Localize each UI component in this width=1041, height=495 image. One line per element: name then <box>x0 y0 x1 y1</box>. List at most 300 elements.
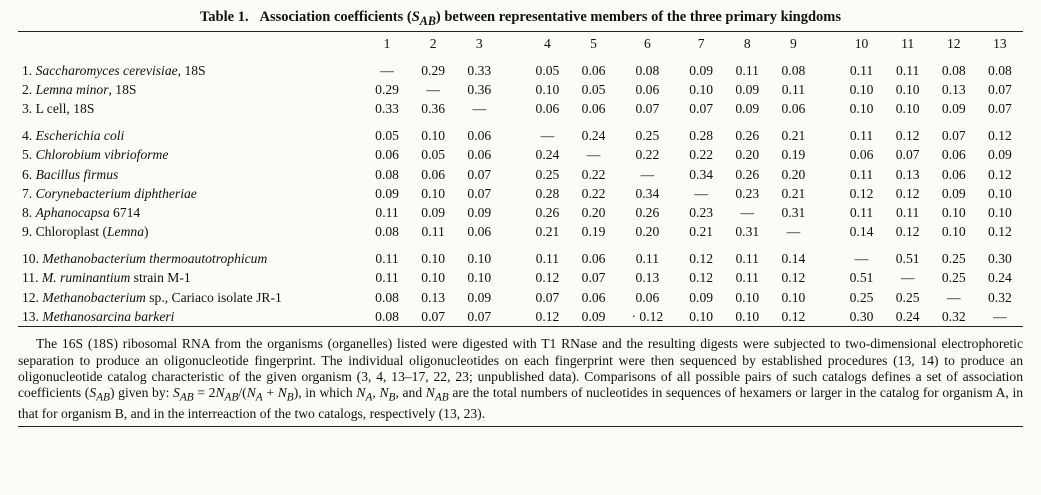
value-cell: 0.05 <box>581 81 606 97</box>
cell-spacer <box>502 165 524 184</box>
group-gap <box>18 119 1023 127</box>
row-number: 2. <box>22 81 33 97</box>
row-number: 7. <box>22 185 33 201</box>
value-cell: 0.11 <box>375 251 399 267</box>
value-cell: — <box>740 204 755 220</box>
value-cell: 0.25 <box>941 270 966 286</box>
row-number: 4. <box>22 128 33 144</box>
value-cell: 0.23 <box>735 185 760 201</box>
value-cell: 0.36 <box>421 100 446 116</box>
value-cell: · 0.12 <box>631 308 664 324</box>
value-cell: 0.08 <box>941 62 966 78</box>
footnote-bottom-rule <box>18 426 1023 427</box>
cell-spacer <box>816 146 838 165</box>
organism-cell <box>18 307 364 326</box>
footnote-sym-n1: N <box>215 385 225 401</box>
value-cell: 0.51 <box>849 270 874 286</box>
organism-name: M. ruminantium <box>41 270 131 286</box>
value-cell: 0.24 <box>895 308 920 324</box>
organism-cell <box>18 223 364 242</box>
footnote-sym-ab2: AB <box>179 391 194 404</box>
table-row <box>18 80 1023 99</box>
footnote-text-1: The 16S (18S) ribosomal RNA from the organisms (organelles) listed were digested with T1 RNase and the resulting digests were subjected to two-dimensional electrophoretic separation to produce an oligonucleotide fingerprint. The individual oligonucleotides on each fingerprint were then sequenced by established procedures (13, 14) to produce an oligonucleotide catalog characteristic of the given organism (3, 4, 13–17, 22, 23; unpublished data). Comparisons of all possible pairs of such catalogs defines a set of association coefficients ( <box>18 336 1023 401</box>
value-cell: 0.28 <box>535 185 560 201</box>
cell-spacer <box>816 307 838 326</box>
value-cell: 0.21 <box>781 185 806 201</box>
value-cell: 0.09 <box>467 289 492 305</box>
value-cell: 0.28 <box>689 128 714 144</box>
value-cell: 0.08 <box>635 62 660 78</box>
value-cell: 0.25 <box>941 251 966 267</box>
footnote-sym-n6: N <box>425 385 435 401</box>
caption-symbol-sub: AB <box>419 13 436 28</box>
footnote-sym-n4: N <box>356 385 366 401</box>
cell-spacer <box>816 127 838 146</box>
cell-spacer <box>816 99 838 118</box>
column-header: 2 <box>429 35 437 51</box>
footnote-text-8: , and <box>395 385 426 401</box>
value-cell: 0.09 <box>735 100 760 116</box>
table-row <box>18 250 1023 269</box>
column-header-row <box>18 32 1023 55</box>
row-number: 11. <box>22 270 39 286</box>
value-cell: 0.10 <box>689 308 714 324</box>
table-body <box>18 55 1023 326</box>
table-row <box>18 203 1023 222</box>
organism-cell <box>18 165 364 184</box>
value-cell: 0.12 <box>689 270 714 286</box>
value-cell: 0.11 <box>375 270 399 286</box>
header-spacer <box>502 32 524 55</box>
cell-spacer <box>502 250 524 269</box>
value-cell: 0.36 <box>467 81 492 97</box>
value-cell: 0.26 <box>735 166 760 182</box>
value-cell: 0.11 <box>735 251 759 267</box>
value-cell: 0.10 <box>849 100 874 116</box>
organism-name: Aphanocapsa <box>35 204 110 220</box>
cell-spacer <box>502 269 524 288</box>
association-table <box>18 32 1023 326</box>
value-cell: 0.05 <box>535 62 560 78</box>
value-cell: 0.12 <box>689 251 714 267</box>
value-cell: 0.07 <box>689 100 714 116</box>
value-cell: — <box>586 147 601 163</box>
value-cell: 0.22 <box>581 166 606 182</box>
value-cell: 0.21 <box>781 128 806 144</box>
organism-name: Methanobacterium <box>42 289 146 305</box>
value-cell: 0.07 <box>988 100 1012 116</box>
value-cell: 0.12 <box>781 270 806 286</box>
value-cell: 0.09 <box>941 100 966 116</box>
value-cell: 0.10 <box>735 289 760 305</box>
value-cell: 0.51 <box>895 251 920 267</box>
organism-name: Escherichia coli <box>35 128 125 144</box>
value-cell: 0.21 <box>689 224 714 240</box>
value-cell: 0.10 <box>781 289 806 305</box>
value-cell: 0.07 <box>535 289 560 305</box>
value-cell: 0.32 <box>941 308 966 324</box>
value-cell: 0.07 <box>635 100 660 116</box>
value-cell: 0.31 <box>781 204 806 220</box>
footnote-sym-n3: N <box>277 385 287 401</box>
value-cell: 0.10 <box>895 100 920 116</box>
value-cell: 0.06 <box>635 81 660 97</box>
value-cell: 0.06 <box>467 128 492 144</box>
group-gap-cell <box>18 119 1023 127</box>
value-cell: 0.30 <box>849 308 874 324</box>
footnote-text-7: , <box>372 385 380 401</box>
value-cell: 0.10 <box>735 308 760 324</box>
cell-spacer <box>816 61 838 80</box>
cell-spacer <box>816 203 838 222</box>
value-cell: 0.07 <box>988 81 1012 97</box>
value-cell: 0.10 <box>895 81 920 97</box>
table-row <box>18 165 1023 184</box>
value-cell: 0.10 <box>421 128 446 144</box>
value-cell: 0.24 <box>535 147 560 163</box>
value-cell: 0.12 <box>895 224 920 240</box>
value-cell: 0.10 <box>988 185 1012 201</box>
organism-suffix: 6714 <box>109 204 141 220</box>
value-cell: 0.33 <box>467 62 492 78</box>
column-header: 7 <box>697 35 705 51</box>
value-cell: 0.25 <box>895 289 920 305</box>
value-cell: 0.23 <box>689 204 714 220</box>
value-cell: 0.12 <box>988 128 1012 144</box>
value-cell: 0.13 <box>941 81 966 97</box>
cell-spacer <box>816 223 838 242</box>
organism-suffix: , 18S <box>177 62 206 78</box>
value-cell: — <box>786 224 801 240</box>
value-cell: 0.11 <box>849 204 874 220</box>
cell-spacer <box>816 269 838 288</box>
value-cell: 0.11 <box>849 128 874 144</box>
value-cell: 0.08 <box>375 289 399 305</box>
value-cell: — <box>540 128 555 144</box>
column-header: 6 <box>643 35 651 51</box>
cell-spacer <box>502 99 524 118</box>
value-cell: 0.06 <box>581 289 606 305</box>
organism-suffix: strain M-1 <box>130 270 191 286</box>
value-cell: 0.20 <box>781 166 806 182</box>
value-cell: 0.09 <box>421 204 446 220</box>
table-row <box>18 288 1023 307</box>
value-cell: 0.09 <box>467 204 492 220</box>
table-caption <box>18 0 1023 31</box>
value-cell: 0.10 <box>849 81 874 97</box>
footnote-sym-s1: S <box>89 385 97 401</box>
value-cell: 0.07 <box>421 308 446 324</box>
cell-spacer <box>816 250 838 269</box>
cell-spacer <box>502 127 524 146</box>
row-number: 9. <box>22 224 33 240</box>
value-cell: 0.09 <box>941 185 966 201</box>
value-cell: — <box>426 81 440 97</box>
organism-cell <box>18 288 364 307</box>
value-cell: 0.14 <box>849 224 874 240</box>
organism-cell <box>18 61 364 80</box>
value-cell: 0.10 <box>689 81 714 97</box>
value-cell: 0.10 <box>421 251 446 267</box>
column-header: 11 <box>901 35 915 51</box>
value-cell: — <box>472 100 487 116</box>
row-number: 3. <box>22 100 33 116</box>
footnote-sym-a1: A <box>255 391 263 404</box>
table-row <box>18 269 1023 288</box>
value-cell: 0.11 <box>781 81 806 97</box>
cell-spacer <box>502 223 524 242</box>
organism-name: Lemna minor <box>35 81 109 97</box>
value-cell: — <box>900 270 915 286</box>
row-number: 12. <box>22 289 39 305</box>
caption-text-post: ) between representative members of the three primary kingdoms <box>435 9 842 25</box>
organism-name: Chlorobium vibrioforme <box>35 147 169 163</box>
cell-spacer <box>816 80 838 99</box>
row-number: 1. <box>22 62 33 78</box>
group-gap <box>18 242 1023 250</box>
value-cell: 0.12 <box>535 270 560 286</box>
value-cell: — <box>993 308 1007 324</box>
value-cell: 0.34 <box>689 166 714 182</box>
value-cell: 0.07 <box>467 185 492 201</box>
column-header: 9 <box>790 35 797 51</box>
cell-spacer <box>502 80 524 99</box>
value-cell: 0.26 <box>735 128 760 144</box>
value-cell: 0.09 <box>988 147 1012 163</box>
cell-spacer <box>502 203 524 222</box>
value-cell: 0.30 <box>988 251 1012 267</box>
column-header: 8 <box>743 35 751 51</box>
value-cell: 0.33 <box>375 100 399 116</box>
value-cell: 0.10 <box>941 204 966 220</box>
footnote-sym-n2: N <box>246 385 256 401</box>
value-cell: — <box>640 166 655 182</box>
value-cell: 0.12 <box>895 128 920 144</box>
table-row <box>18 61 1023 80</box>
footnote-sym-b1: B <box>286 391 294 404</box>
footnote-sym-n5: N <box>379 385 389 401</box>
value-cell: 0.10 <box>421 270 446 286</box>
value-cell: 0.29 <box>421 62 446 78</box>
value-cell: 0.13 <box>421 289 446 305</box>
organism-name: Saccharomyces cerevisiae <box>35 62 178 78</box>
cell-spacer <box>502 288 524 307</box>
organism-cell <box>18 250 364 269</box>
value-cell: 0.25 <box>535 166 560 182</box>
value-cell: 0.25 <box>635 128 660 144</box>
row-number: 13. <box>22 308 39 324</box>
value-cell: 0.10 <box>941 224 966 240</box>
value-cell: 0.07 <box>467 166 492 182</box>
value-cell: 0.31 <box>735 224 760 240</box>
footnote-text-4: /( <box>238 385 247 401</box>
value-cell: — <box>946 289 961 305</box>
group-gap-cell <box>18 242 1023 250</box>
footnote-sym-b2: B <box>388 391 396 404</box>
value-cell: 0.06 <box>635 289 660 305</box>
value-cell: 0.24 <box>581 128 606 144</box>
column-header: 4 <box>544 35 551 51</box>
cell-spacer <box>502 307 524 326</box>
table-row <box>18 127 1023 146</box>
value-cell: 0.05 <box>375 128 399 144</box>
cell-spacer <box>502 184 524 203</box>
value-cell: 0.20 <box>581 204 606 220</box>
cell-spacer <box>502 146 524 165</box>
value-cell: 0.21 <box>535 224 560 240</box>
value-cell: 0.11 <box>896 62 920 78</box>
organism-suffix: , 18S <box>108 81 137 97</box>
value-cell: 0.25 <box>849 289 874 305</box>
caption-label: Table 1. <box>199 9 249 25</box>
value-cell: — <box>854 251 869 267</box>
table-row <box>18 99 1023 118</box>
caption-text-pre: Association coefficients ( <box>259 9 412 25</box>
value-cell: 0.19 <box>581 224 606 240</box>
value-cell: 0.26 <box>635 204 660 220</box>
cell-spacer <box>816 184 838 203</box>
table-bottom-rule <box>18 326 1023 327</box>
value-cell: 0.19 <box>781 147 806 163</box>
value-cell: 0.13 <box>635 270 660 286</box>
row-number: 8. <box>22 204 33 220</box>
column-header: 13 <box>993 35 1007 51</box>
column-header: 1 <box>383 35 391 51</box>
footnote-sym-s2: S <box>173 385 180 401</box>
organism-cell <box>18 99 364 118</box>
value-cell: 0.06 <box>781 100 806 116</box>
value-cell: 0.22 <box>581 185 606 201</box>
footnote-text-3: = 2 <box>193 385 216 401</box>
value-cell: 0.06 <box>421 166 446 182</box>
footnote-sym-ab4: AB <box>434 391 449 404</box>
column-header: 12 <box>946 35 961 51</box>
value-cell: 0.11 <box>849 166 874 182</box>
value-cell: 0.14 <box>781 251 806 267</box>
footnote-sym-a2: A <box>365 391 373 404</box>
value-cell: 0.06 <box>375 147 399 163</box>
value-cell: 0.08 <box>781 62 806 78</box>
value-cell: 0.12 <box>849 185 874 201</box>
table-row <box>18 307 1023 326</box>
value-cell: 0.08 <box>375 308 399 324</box>
value-cell: 0.11 <box>375 204 399 220</box>
organism-name: Chloroplast ( <box>35 224 107 240</box>
value-cell: 0.07 <box>941 128 966 144</box>
value-cell: 0.06 <box>535 100 560 116</box>
value-cell: 0.06 <box>581 251 606 267</box>
value-cell: 0.06 <box>581 62 606 78</box>
value-cell: 0.11 <box>421 224 445 240</box>
column-header: 5 <box>590 35 597 51</box>
value-cell: — <box>380 62 394 78</box>
organism-cell <box>18 127 364 146</box>
value-cell: 0.12 <box>535 308 560 324</box>
organism-cell <box>18 269 364 288</box>
value-cell: 0.09 <box>689 289 714 305</box>
value-cell: 0.06 <box>849 147 874 163</box>
value-cell: 0.13 <box>895 166 920 182</box>
value-cell: 0.10 <box>988 204 1012 220</box>
table-footnote <box>18 336 1023 422</box>
value-cell: 0.06 <box>941 147 966 163</box>
organism-cell <box>18 146 364 165</box>
value-cell: 0.06 <box>467 147 492 163</box>
value-cell: 0.11 <box>635 251 659 267</box>
value-cell: 0.09 <box>581 308 606 324</box>
value-cell: 0.24 <box>988 270 1012 286</box>
organism-name: Methanobacterium thermoautotrophicum <box>42 251 268 267</box>
column-header: 3 <box>475 35 483 51</box>
organism-suffix: ) <box>144 224 149 240</box>
value-cell: 0.08 <box>375 224 399 240</box>
value-cell: 0.07 <box>895 147 920 163</box>
row-number: 5. <box>22 147 33 163</box>
value-cell: 0.05 <box>421 147 446 163</box>
value-cell: 0.11 <box>896 204 920 220</box>
footnote-sym-ab1: AB <box>96 391 110 404</box>
value-cell: 0.09 <box>689 62 714 78</box>
organism-name: L cell, 18S <box>35 100 95 116</box>
value-cell: 0.08 <box>988 62 1012 78</box>
organism-name: Corynebacterium diphtheriae <box>35 185 197 201</box>
value-cell: 0.10 <box>467 251 492 267</box>
organism-name-italic: Lemna <box>106 224 144 240</box>
column-header: 10 <box>854 35 869 51</box>
row-number: 6. <box>22 166 33 182</box>
header-blank <box>18 32 364 55</box>
footnote-text-9: are the total numbers of nucleotides in sequences of hexamers or larger in the catalog for organism A, in that for organism B, and in the interreaction of the two catalogs, respectively (13, 23). <box>18 385 1024 421</box>
footnote-text-5: + <box>262 385 278 401</box>
table-row <box>18 146 1023 165</box>
value-cell: 0.10 <box>421 185 446 201</box>
header-spacer <box>816 32 838 55</box>
value-cell: 0.08 <box>375 166 399 182</box>
value-cell: 0.11 <box>535 251 560 267</box>
value-cell: 0.07 <box>581 270 606 286</box>
value-cell: 0.12 <box>781 308 806 324</box>
caption-symbol: S <box>411 9 420 25</box>
value-cell: 0.11 <box>735 62 759 78</box>
table-row <box>18 184 1023 203</box>
value-cell: 0.11 <box>735 270 759 286</box>
value-cell: 0.10 <box>467 270 492 286</box>
organism-cell <box>18 80 364 99</box>
cell-spacer <box>816 165 838 184</box>
table-row <box>18 223 1023 242</box>
organism-suffix: sp., Cariaco isolate JR-1 <box>145 289 282 305</box>
cell-spacer <box>816 288 838 307</box>
value-cell: 0.12 <box>895 185 920 201</box>
value-cell: 0.20 <box>635 224 660 240</box>
value-cell: 0.22 <box>635 147 660 163</box>
value-cell: 0.12 <box>988 166 1012 182</box>
organism-cell <box>18 203 364 222</box>
value-cell: 0.34 <box>635 185 660 201</box>
footnote-text-6: ), in which <box>293 385 357 401</box>
value-cell: 0.06 <box>581 100 606 116</box>
value-cell: 0.09 <box>375 185 399 201</box>
value-cell: 0.09 <box>735 81 760 97</box>
organism-name: Methanosarcina barkeri <box>42 308 175 324</box>
footnote-sym-ab3: AB <box>224 391 239 404</box>
footnote-text-2: ) given by: <box>109 385 174 401</box>
value-cell: — <box>694 185 708 201</box>
value-cell: 0.12 <box>988 224 1012 240</box>
organism-cell <box>18 184 364 203</box>
value-cell: 0.26 <box>535 204 560 220</box>
cell-spacer <box>502 61 524 80</box>
